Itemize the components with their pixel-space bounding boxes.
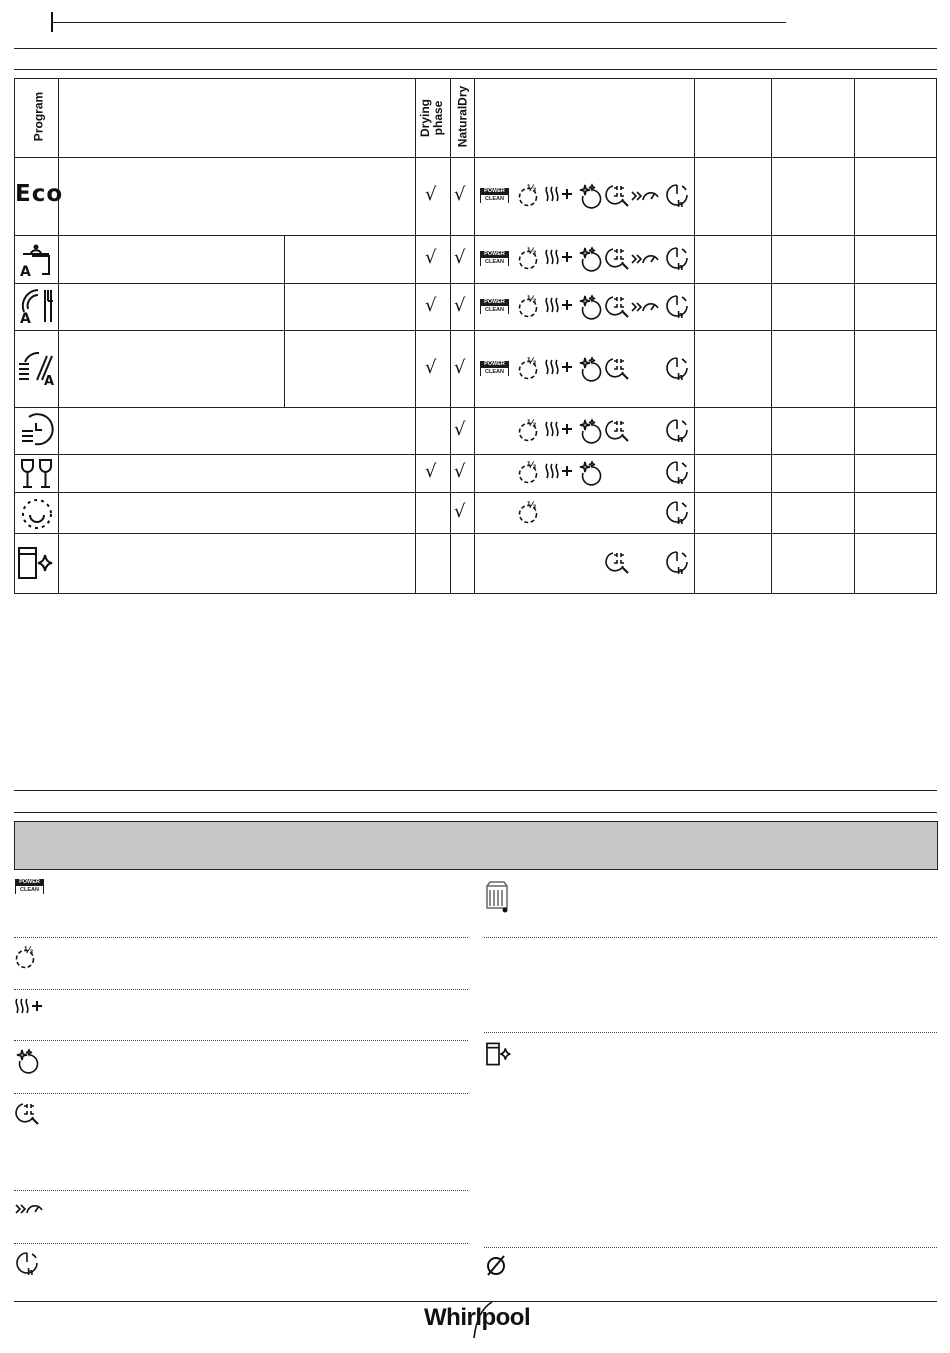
svg-text:h: h	[677, 311, 684, 321]
turbo-icon	[14, 1198, 44, 1223]
power-clean-icon	[480, 361, 509, 376]
natural-dry-check: √	[454, 461, 466, 482]
sanitize-icon	[577, 182, 603, 213]
svg-text:h: h	[677, 373, 684, 383]
half-load-icon	[517, 355, 541, 386]
brand-swoosh-icon	[468, 1300, 498, 1340]
separator	[14, 989, 468, 990]
extra-dry-icon	[544, 459, 574, 488]
svg-text:½: ½	[527, 295, 537, 305]
natural-dry-check: √	[454, 357, 466, 378]
self-clean-icon	[484, 1042, 514, 1066]
separator	[484, 1247, 937, 1248]
sanitize-icon	[577, 245, 603, 276]
natural-dry-check: √	[454, 419, 466, 440]
separator	[484, 937, 937, 938]
program-table-grid	[0, 0, 950, 600]
power-clean-line1: POWER	[484, 188, 505, 194]
delay-start-icon	[664, 417, 690, 450]
pot-auto-icon	[18, 240, 54, 278]
drying-phase-check: √	[425, 357, 437, 378]
zone-wash-icon	[604, 417, 630, 448]
power-clean-line2: CLEAN	[481, 258, 508, 266]
glass-icon	[19, 458, 55, 490]
separator	[14, 1040, 468, 1041]
drying-phase-check: √	[425, 461, 437, 482]
extra-dry-icon	[14, 994, 44, 1023]
zone-wash-icon	[604, 293, 630, 324]
svg-text:½: ½	[527, 501, 537, 511]
power-clean-icon	[480, 251, 509, 266]
power-clean-icon	[480, 299, 509, 314]
header-drying-phase	[419, 83, 447, 153]
zone-wash-icon	[604, 549, 630, 580]
svg-text:h: h	[677, 517, 684, 527]
delay-start-icon	[664, 355, 690, 388]
power-clean-line1: POWER	[484, 299, 505, 305]
svg-text:½: ½	[527, 419, 537, 429]
brand-logo: Whirlpool	[424, 1304, 531, 1331]
separator	[14, 937, 468, 938]
power-clean-line2: CLEAN	[481, 306, 508, 314]
svg-text:h: h	[27, 1268, 34, 1278]
svg-text:½: ½	[24, 946, 34, 956]
delay-start-icon	[664, 499, 690, 532]
natural-dry-check: √	[454, 247, 466, 268]
svg-text:½: ½	[527, 461, 537, 471]
svg-text:A: A	[44, 374, 55, 389]
natural-dry-check: √	[454, 184, 466, 205]
daily-auto-icon	[18, 287, 56, 325]
drying-phase-check: √	[425, 184, 437, 205]
power-clean-line1: POWER	[484, 251, 505, 257]
power-clean-line2: CLEAN	[16, 886, 43, 894]
natural-dry-check: √	[454, 501, 466, 522]
half-load-icon	[517, 293, 541, 324]
dishwasher-icon	[484, 880, 510, 914]
separator	[14, 1243, 468, 1244]
extra-dry-icon	[544, 293, 574, 322]
separator	[14, 1093, 468, 1094]
power-clean-icon	[480, 188, 509, 203]
svg-text:A: A	[20, 311, 31, 327]
legend-header-bar	[14, 821, 938, 870]
svg-text:A: A	[20, 264, 31, 280]
svg-text:½: ½	[527, 247, 537, 257]
separator	[14, 1190, 468, 1191]
svg-text:h: h	[677, 435, 684, 445]
half-load-icon	[517, 245, 541, 276]
divider	[14, 790, 937, 791]
svg-text:h: h	[677, 567, 684, 577]
sanitize-icon	[577, 459, 603, 490]
turbo-icon	[630, 296, 660, 321]
rinse-icon	[20, 497, 54, 531]
sanitize-icon	[577, 417, 603, 448]
half-load-icon	[517, 459, 541, 490]
header-drying-phase-text: Drying phase	[418, 99, 445, 138]
delay-start-icon	[14, 1250, 40, 1283]
zone-wash-icon	[14, 1100, 40, 1131]
zone-wash-icon	[604, 355, 630, 386]
no-icon	[484, 1253, 508, 1277]
power-clean-icon	[15, 879, 44, 894]
sanitize-icon	[577, 293, 603, 324]
delay-start-icon	[664, 182, 690, 215]
extra-dry-icon	[544, 355, 574, 384]
delay-start-icon	[664, 293, 690, 326]
divider	[14, 812, 937, 813]
svg-text:½: ½	[527, 184, 537, 194]
power-clean-line1: POWER	[484, 361, 505, 367]
header-program: Program	[31, 91, 46, 142]
sanitize-icon	[14, 1047, 40, 1078]
header-natural-dry: NaturalDry	[455, 85, 470, 148]
extra-dry-icon	[544, 245, 574, 274]
svg-text:½: ½	[527, 357, 537, 367]
fast-auto-icon	[17, 350, 57, 389]
zone-wash-icon	[604, 182, 630, 213]
half-load-icon	[517, 182, 541, 213]
power-clean-line1: POWER	[19, 879, 40, 885]
turbo-icon	[630, 185, 660, 210]
delay-start-icon	[664, 549, 690, 582]
eco-text-icon: Eco	[15, 181, 64, 207]
svg-text:h: h	[677, 200, 684, 210]
half-load-icon	[14, 944, 38, 975]
self-clean-icon	[17, 546, 55, 580]
drying-phase-check: √	[425, 295, 437, 316]
svg-text:h: h	[677, 263, 684, 273]
extra-dry-icon	[544, 417, 574, 446]
power-clean-line2: CLEAN	[481, 195, 508, 203]
delay-start-icon	[664, 245, 690, 278]
separator	[484, 1032, 937, 1033]
half-load-icon	[517, 417, 541, 448]
quick-wash-icon	[19, 411, 55, 449]
zone-wash-icon	[604, 245, 630, 276]
natural-dry-check: √	[454, 295, 466, 316]
power-clean-line2: CLEAN	[481, 368, 508, 376]
half-load-icon	[517, 499, 541, 530]
sanitize-icon	[577, 355, 603, 386]
turbo-icon	[630, 248, 660, 273]
svg-text:h: h	[677, 477, 684, 487]
extra-dry-icon	[544, 182, 574, 211]
drying-phase-check: √	[425, 247, 437, 268]
delay-start-icon	[664, 459, 690, 492]
